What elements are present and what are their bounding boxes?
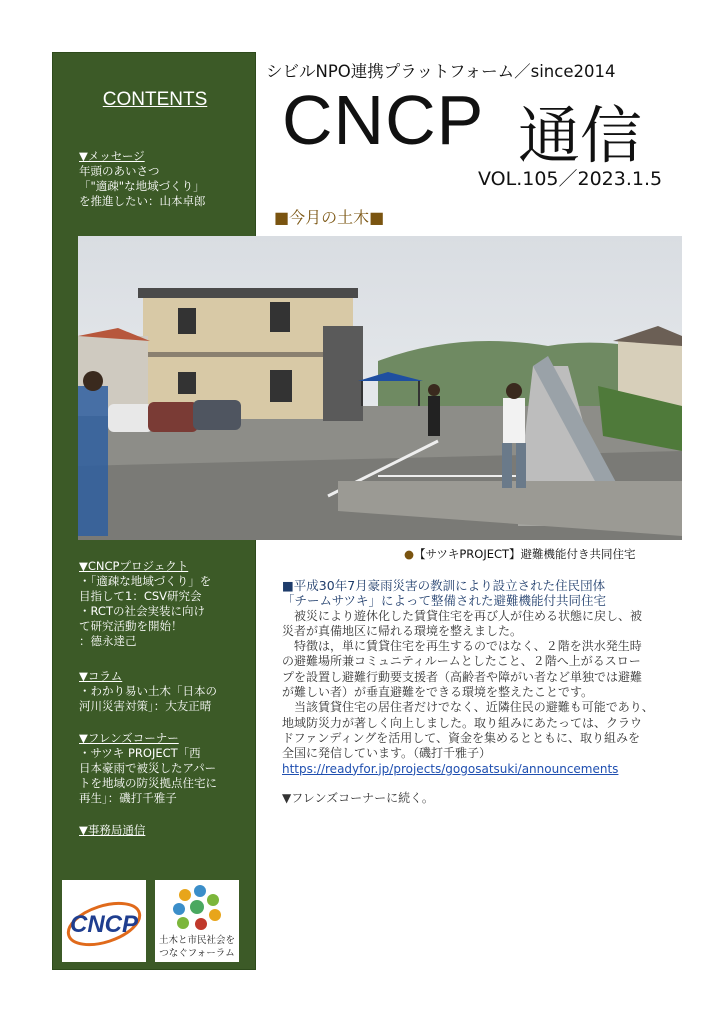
continued-note: ▼フレンズコーナーに続く。 [282, 790, 434, 805]
partner-logo-graphic [155, 880, 239, 962]
contents-line: トを地域の防災拠点住宅に [79, 776, 217, 790]
caption-text: 【サツキPROJECT】避難機能付き共同住宅 [414, 547, 636, 561]
partner-logo-text-2: つなぐフォーラム [159, 948, 235, 959]
contents-section-friends [79, 731, 254, 806]
contents-title: CONTENTS [102, 89, 208, 110]
housing-photo [78, 236, 682, 540]
caption-bullet: ● [404, 547, 415, 561]
volume-date: VOL.105／2023.1.5 [478, 168, 663, 190]
contents-heading-friends[interactable]: ▼フレンズコーナー [79, 731, 179, 745]
newsletter-tagline: シビルNPO連携プラットフォーム／since2014 [266, 62, 616, 81]
article-line: が難しい者）が垂直避難をできる環境を整えたことです。 [282, 685, 594, 700]
article-line: ドファンディングを活用して、資金を集めるとともに、取り組みを [282, 730, 640, 745]
cncp-logo-text: CNCP [69, 911, 139, 938]
contents-line: ・サツキ PROJECT「西 [79, 746, 201, 760]
contents-line: ・「適疎な地域づくり」を [79, 574, 212, 588]
article-line: プを設置し避難行動要支援者（高齢者や障がい者など単独では避難 [282, 669, 643, 684]
contents-line: ・RCTの社会実装に向け [79, 604, 205, 618]
contents-line: 年頭のあいさつ [79, 164, 160, 178]
photo-caption [404, 546, 636, 562]
article-heading-line: ■平成30年7月豪雨災害の教訓により設立された住民団体 [282, 578, 606, 593]
cncp-logo [62, 880, 146, 962]
contents-line: を推進したい：山本卓郎 [79, 194, 206, 208]
housing-photo-graphic [78, 236, 682, 540]
contents-line: 目指して1：CSV研究会 [79, 589, 202, 603]
article-line: 全国に発信しています。（磯打千雅子） [282, 746, 492, 761]
contents-line: ：德永達己 [79, 634, 137, 648]
contents-line: 再生」：磯打千雅子 [79, 791, 177, 805]
contents-heading-column[interactable]: ▼コラム [79, 669, 123, 683]
partner-forum-logo [155, 880, 239, 962]
article-line: 被災により遊休化した賃貸住宅を再び人が住める状態に戻し、被 [282, 608, 643, 623]
article [282, 578, 682, 806]
contents-section-message [79, 149, 254, 209]
contents-section-column [79, 669, 254, 714]
contents-line: 「"適疎"な地域づくり」 [79, 179, 205, 193]
article-line: の避難場所兼コミュニティルームとしたこと、２階へ上がるスロー [282, 654, 641, 669]
contents-section-project [79, 559, 254, 649]
cncp-logo-graphic [62, 880, 146, 962]
contents-heading-office[interactable]: ▼事務局通信 [79, 823, 146, 837]
contents-line: ・わかり易い土木「日本の [79, 684, 217, 698]
contents-line: て研究活動を開始！ [79, 619, 183, 633]
newsletter-title-latin: CNCP [282, 81, 485, 159]
contents-heading-message[interactable]: ▼メッセージ [79, 149, 145, 163]
readyfor-link[interactable]: https://readyfor.jp/projects/gogosatsuki/announcements [282, 761, 619, 776]
partner-logo-text-1: 土木と市民社会を [158, 935, 236, 946]
article-line: 災者が真備地区に帰れる環境を整えました。 [282, 623, 523, 638]
newsletter-title-jp: 通信 [518, 99, 643, 172]
contents-section-office [79, 823, 254, 838]
contents-line: 河川災害対策」：大友正晴 [79, 699, 212, 713]
article-line: 特徴は，単に賃貸住宅を再生するのではなく、２階を洪水発生時 [282, 639, 642, 654]
article-heading-line: 「チームサツキ」によって整備された避難機能付共同住宅 [282, 593, 607, 609]
article-line: 当該賃貸住宅の居住者だけでなく、近隣住民の避難も可能であり、 [282, 700, 654, 715]
contents-line: 日本豪雨で被災したアパー [79, 761, 217, 775]
article-line: 地域防災力が著しく向上しました。取り組みにあたっては、クラウ [282, 715, 643, 730]
contents-heading-project[interactable]: ▼CNCPプロジェクト [79, 559, 189, 573]
section-label: ■今月の土木■ [274, 208, 385, 227]
